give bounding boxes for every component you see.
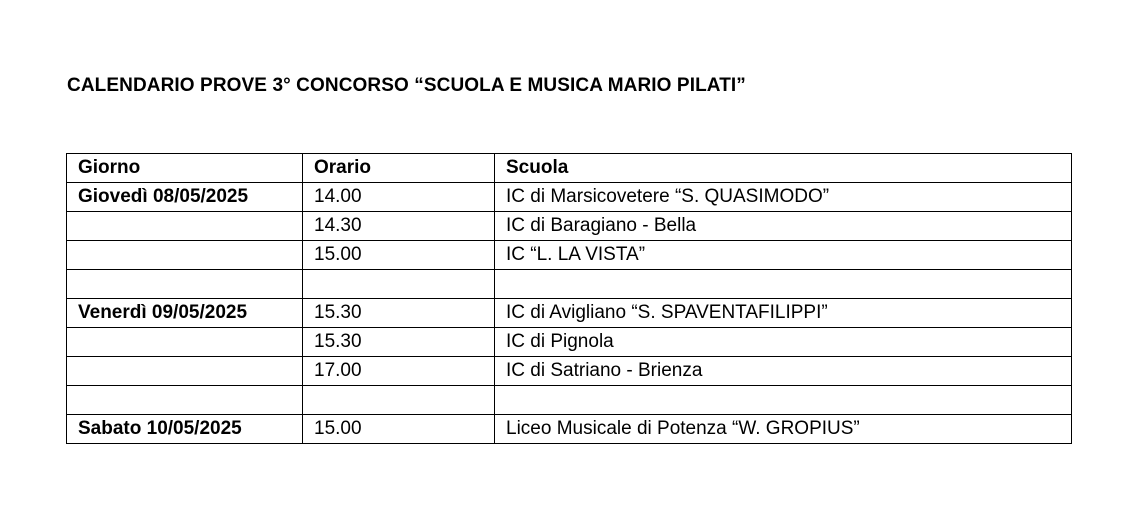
cell-scuola: Liceo Musicale di Potenza “W. GROPIUS”: [495, 415, 1072, 444]
table-row: [67, 357, 1072, 386]
cell-orario: [303, 386, 495, 415]
cell-orario: 17.00: [303, 357, 495, 386]
table-row-spacer: [67, 386, 1072, 415]
cell-scuola: [495, 386, 1072, 415]
cell-giorno: [67, 270, 303, 299]
schedule-table: [66, 153, 1072, 444]
cell-scuola: IC di Avigliano “S. SPAVENTAFILIPPI”: [495, 299, 1072, 328]
table-header-row: [67, 154, 1072, 183]
cell-orario: 15.30: [303, 299, 495, 328]
table-row-spacer: [67, 270, 1072, 299]
cell-giorno: Sabato 10/05/2025: [67, 415, 303, 444]
table-row: [67, 241, 1072, 270]
cell-scuola: IC di Pignola: [495, 328, 1072, 357]
column-header-orario: Orario: [303, 154, 495, 183]
table-row: [67, 299, 1072, 328]
cell-orario: 14.00: [303, 183, 495, 212]
table-row: [67, 183, 1072, 212]
cell-giorno: [67, 328, 303, 357]
cell-giorno: [67, 386, 303, 415]
cell-giorno: Giovedì 08/05/2025: [67, 183, 303, 212]
cell-orario: [303, 270, 495, 299]
cell-giorno: [67, 357, 303, 386]
table-row: [67, 415, 1072, 444]
cell-scuola: IC di Baragiano - Bella: [495, 212, 1072, 241]
cell-giorno: [67, 241, 303, 270]
cell-orario: 15.30: [303, 328, 495, 357]
table-row: [67, 328, 1072, 357]
table-row: [67, 212, 1072, 241]
page-title: CALENDARIO PROVE 3° CONCORSO “SCUOLA E MUSICA MARIO PILATI”: [67, 75, 746, 96]
cell-scuola: IC di Marsicovetere “S. QUASIMODO”: [495, 183, 1072, 212]
cell-scuola: [495, 270, 1072, 299]
column-header-giorno: Giorno: [67, 154, 303, 183]
cell-orario: 15.00: [303, 241, 495, 270]
cell-giorno: [67, 212, 303, 241]
cell-giorno: Venerdì 09/05/2025: [67, 299, 303, 328]
column-header-scuola: Scuola: [495, 154, 1072, 183]
cell-scuola: IC “L. LA VISTA”: [495, 241, 1072, 270]
cell-orario: 15.00: [303, 415, 495, 444]
cell-scuola: IC di Satriano - Brienza: [495, 357, 1072, 386]
cell-orario: 14.30: [303, 212, 495, 241]
